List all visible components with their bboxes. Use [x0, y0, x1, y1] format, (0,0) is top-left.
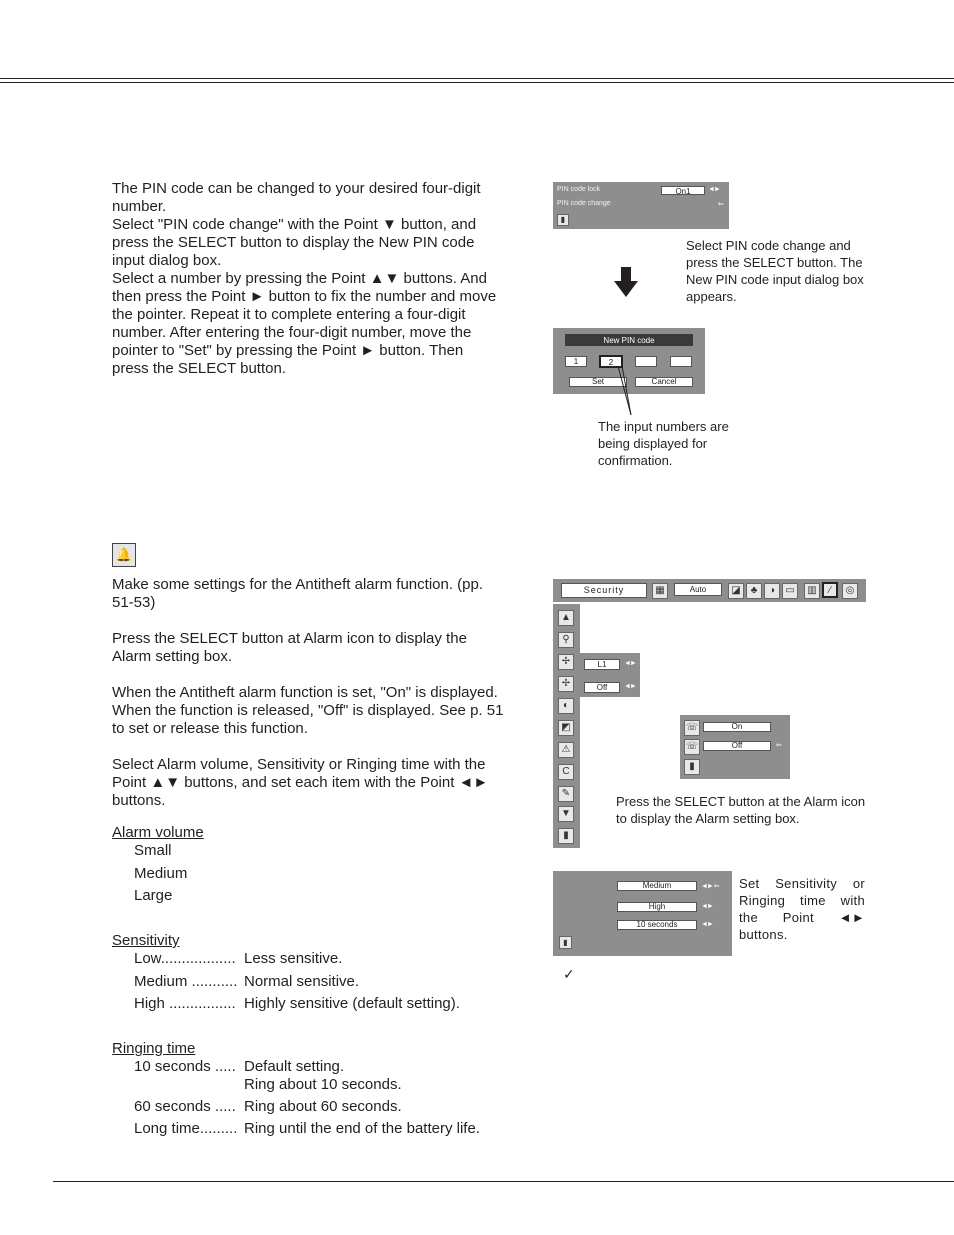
arrows-icon[interactable]: ◄►: [701, 921, 713, 928]
pin-paragraph-3: Select a number by pressing the Point ▲▼ buttons. And then press the Point ► button to fix the number and move the pointer. Repeat it to complete entering a four-digit number. After entering the four-digit number, move the pointer to "Set" by pressing the Point ► button. Then press the SELECT button.: [112, 270, 497, 377]
pin-digit-3[interactable]: [635, 356, 657, 367]
exit-icon: ▮: [684, 759, 700, 775]
alarm-volume-field[interactable]: Medium: [617, 881, 697, 891]
volume-large: Large: [134, 887, 173, 904]
arrows-icon[interactable]: ◄►: [701, 903, 713, 910]
scroll-down-icon[interactable]: ▼: [558, 806, 574, 822]
security-menu-bar: [553, 579, 866, 602]
arrows-icon[interactable]: ◄►: [624, 660, 636, 667]
check-mark: ✓: [563, 966, 575, 982]
sensitivity-low-desc: Less sensitive.: [244, 950, 343, 967]
pin-digit-1[interactable]: 1: [565, 356, 587, 367]
security-values: [580, 653, 640, 697]
alarm-volume-heading: Alarm volume: [112, 824, 204, 841]
sensitivity-medium-desc: Normal sensitive.: [244, 973, 360, 990]
alarm-menu-icon[interactable]: ⚠: [558, 742, 574, 758]
image-adjust-icon: ◑: [764, 583, 780, 599]
auto-field: Auto: [674, 583, 722, 596]
cancel-button[interactable]: Cancel: [635, 377, 693, 387]
volume-small: Small: [134, 842, 172, 859]
alarm-text: [112, 576, 507, 810]
alarm-setting-box: [553, 871, 732, 956]
alarm-off-field[interactable]: Off: [703, 741, 771, 751]
ringing-long-desc: Ring until the end of the battery life.: [244, 1120, 480, 1137]
alarm-on-field[interactable]: On: [703, 722, 771, 732]
alarm-paragraph-2: Press the SELECT button at Alarm icon to display the Alarm setting box.: [112, 630, 467, 665]
alarm-icon: 🔔: [112, 543, 136, 567]
setting-icon: ⁄: [822, 582, 838, 598]
menu-icon-6[interactable]: ◩: [558, 720, 574, 736]
pin-paragraph-1: The PIN code can be changed to your desired four-digit number.: [112, 180, 481, 215]
pin-digit-4[interactable]: [670, 356, 692, 367]
alarm-popup: [680, 715, 790, 779]
alarm-paragraph-3: When the Antitheft alarm function is set, "On" is displayed. When the function is released, "Off" is displayed. See p. 51 to set or release this function.: [112, 684, 504, 737]
arrows-icon[interactable]: ◄► ⇐: [701, 883, 719, 890]
sensitivity-low: Low..................: [134, 950, 236, 967]
arrows-icon[interactable]: ◄►: [624, 683, 636, 690]
exit-menu-icon[interactable]: ▮: [558, 828, 574, 844]
sensitivity-high-desc: Highly sensitive (default setting).: [244, 995, 460, 1012]
menu-icon-8[interactable]: C: [558, 764, 574, 780]
alarm-on-icon: ☏: [684, 720, 700, 736]
ringing-heading: Ringing time: [112, 1040, 196, 1057]
caption-pin-change: Select PIN code change and press the SELECT button. The New PIN code input dialog box appears.: [686, 238, 864, 304]
exit-icon: ▮: [557, 214, 569, 226]
top-rule-2: [0, 82, 954, 83]
ringing-long: Long time.........: [134, 1120, 238, 1137]
menu-icon-3[interactable]: ✢: [558, 654, 574, 670]
exit-icon: ▮: [559, 936, 572, 949]
alarm-off-icon: ☏: [684, 739, 700, 755]
menu-icon-4[interactable]: ✢: [558, 676, 574, 692]
down-arrow-icon: [614, 267, 638, 297]
sensitivity-high: High ................: [134, 995, 236, 1012]
pin-digit-2[interactable]: 2: [599, 355, 623, 368]
menu-icon-1[interactable]: ▲: [558, 610, 574, 626]
leader-line: [615, 365, 635, 417]
caption-alarm-box: Press the SELECT button at the Alarm icon to display the Alarm setting box.: [616, 794, 866, 826]
pin-change-label: PIN code change: [557, 200, 611, 207]
pointer-icon: ⇐: [718, 201, 723, 208]
caption-input-numbers: The input numbers are being displayed for confirmation.: [598, 419, 729, 468]
input-icon: ◪: [728, 583, 744, 599]
pin-lock-label: PIN code lock: [557, 186, 601, 193]
ringing-60-desc: Ring about 60 seconds.: [244, 1098, 402, 1115]
top-rule: [0, 78, 954, 79]
sensitivity-heading: Sensitivity: [112, 932, 180, 949]
pin-menu-screen: [553, 182, 729, 229]
language-icon: ▥: [804, 583, 820, 599]
pin-paragraph-2: Select "PIN code change" with the Point ▼ button, and press the SELECT button to display the New PIN code input dialog box.: [112, 216, 477, 269]
sensitivity-field[interactable]: High: [617, 902, 697, 912]
ringing-10: 10 seconds .....: [134, 1058, 236, 1075]
pin-text: [112, 180, 504, 378]
info-icon: ◎: [842, 583, 858, 599]
pointer-icon: ⇐: [776, 742, 781, 749]
volume-medium: Medium: [134, 865, 188, 882]
ringing-60: 60 seconds .....: [134, 1098, 236, 1115]
caption-set-sensitivity: Set Sensitivity or Ringing time with the Point ◄► buttons.: [739, 876, 865, 942]
sensitivity-medium: Medium ...........: [134, 973, 238, 990]
ringing-time-field[interactable]: 10 seconds: [617, 920, 697, 930]
ringing-10-desc: Default setting.: [244, 1058, 345, 1075]
ringing-10-desc2: Ring about 10 seconds.: [244, 1076, 402, 1093]
menu-icon-9[interactable]: ✎: [558, 786, 574, 802]
alarm-paragraph-1: Make some settings for the Antitheft alarm function. (pp. 51-53): [112, 576, 484, 611]
menu-icon-5[interactable]: ◐: [558, 698, 574, 714]
screen-icon: ▭: [782, 583, 798, 599]
security-side-menu: [553, 604, 580, 848]
alarm-paragraph-4: Select Alarm volume, Sensitivity or Ringing time with the Point ▲▼ buttons, and set each item with the Point ◄► buttons.: [112, 756, 489, 809]
security-title: Security: [561, 583, 647, 598]
menu-icon-2[interactable]: ⚲: [558, 632, 574, 648]
arrows-icon: ◄►: [708, 186, 720, 193]
off-field: Off: [584, 682, 620, 693]
color-icon: ♣: [746, 583, 762, 599]
l1-field: L1: [584, 659, 620, 670]
pin-lock-value: On1: [661, 186, 705, 195]
picture-icon: ▦: [652, 583, 668, 599]
bottom-rule: [53, 1181, 954, 1182]
set-button[interactable]: Set: [569, 377, 627, 387]
dialog-title: New PIN code: [565, 334, 693, 346]
